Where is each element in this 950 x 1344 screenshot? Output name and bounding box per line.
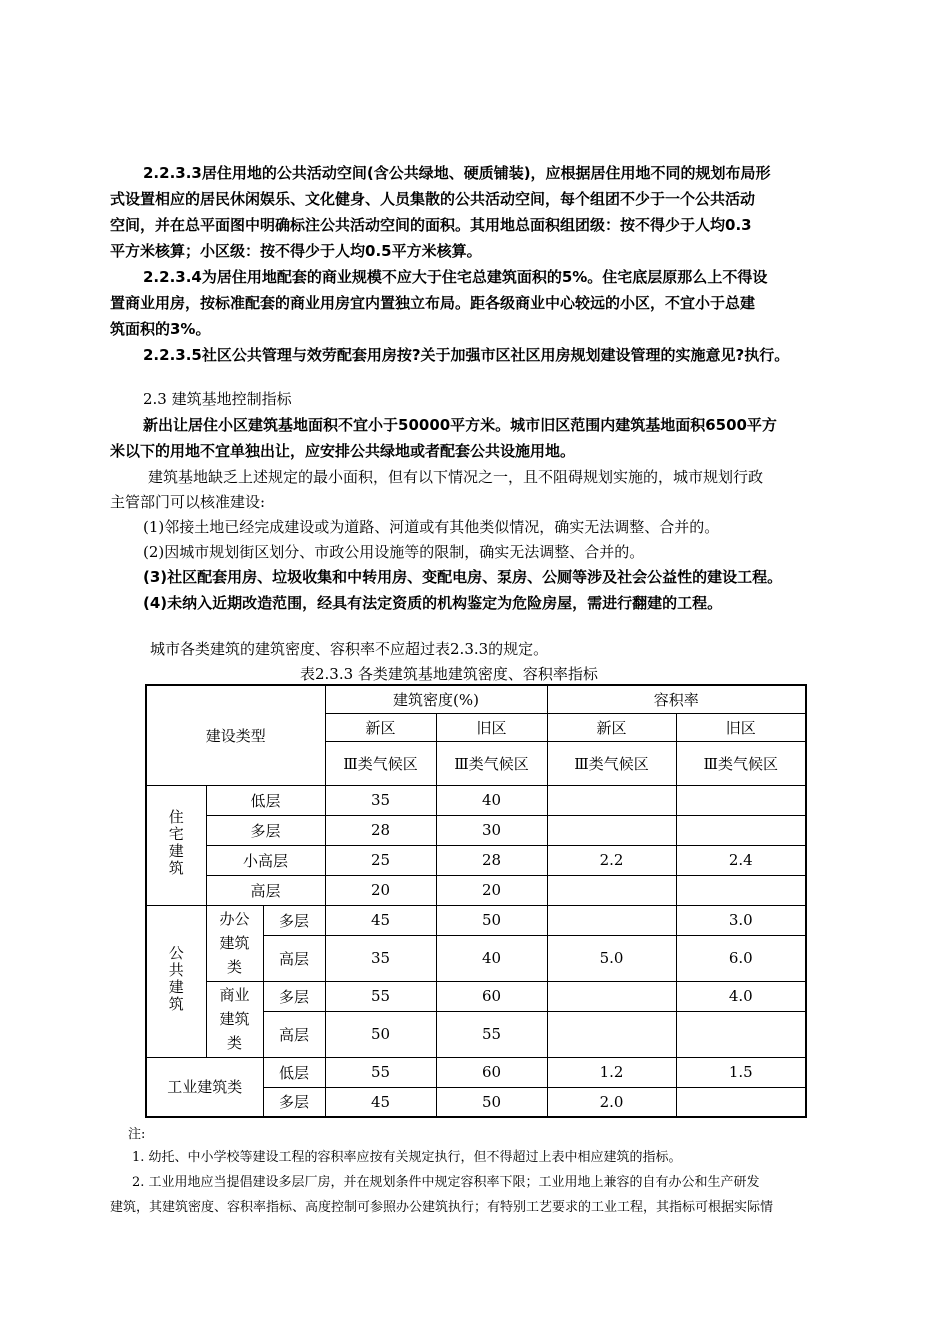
site-area-line-1: 新出让居住小区建筑基地面积不宜小于50000平方米。城市旧区范围内建筑基地面积6500平方 [143, 416, 777, 434]
row-label: 多层 [206, 815, 325, 845]
row-label: 小高层 [206, 845, 325, 875]
exception-item-1: (1)邻接土地已经完成建设或为道路、河道或有其他类似情况，确实无法调整、合并的。 [143, 518, 720, 536]
exception-item-2: (2)因城市规划街区划分、市政公用设施等的限制，确实无法调整、合并的。 [143, 543, 645, 561]
cell: 6.0 [676, 935, 806, 981]
cell: 5.0 [547, 935, 676, 981]
cell: 55 [325, 1057, 436, 1087]
cell [676, 1087, 806, 1117]
cell [676, 1011, 806, 1057]
group-commercial: 商业建筑类 [206, 981, 263, 1057]
para-2233-line-1: 2.2.3.3居住用地的公共活动空间(含公共绿地、硬质铺装)，应根据居住用地不同的规划布局形 [143, 164, 771, 182]
header-type: 建设类型 [146, 685, 325, 785]
header-density-old: 旧区 [436, 713, 547, 741]
header-climate-4: Ⅲ类气候区 [676, 741, 806, 785]
table-intro: 城市各类建筑的建筑密度、容积率不应超过表2.3.3的规定。 [150, 640, 549, 658]
section-heading-23: 2.3 建筑基地控制指标 [143, 390, 292, 408]
exception-line-2: 主管部门可以核准建设: [110, 493, 266, 511]
exception-item-4: (4)未纳入近期改造范围，经具有法定资质的机构鉴定为危险房屋，需进行翻建的工程。 [143, 594, 723, 612]
cell [547, 815, 676, 845]
cell: 50 [325, 1011, 436, 1057]
para-2233-line-3: 空间，并在总平面图中明确标注公共活动空间的面积。其用地总面积组团级：按不得少于人均0.3 [110, 216, 752, 234]
cell: 28 [436, 845, 547, 875]
row-label: 多层 [263, 905, 325, 935]
group-public: 公共建筑 [146, 905, 206, 1057]
table-row [146, 981, 806, 1011]
table-row [146, 785, 806, 815]
para-2234-line-2: 置商业用房，按标准配套的商业用房宜内置独立布局。距各级商业中心较远的小区，不宜小于总建 [110, 294, 756, 312]
cell: 50 [436, 905, 547, 935]
row-label: 高层 [263, 935, 325, 981]
header-climate-2: Ⅲ类气候区 [436, 741, 547, 785]
header-density: 建筑密度(%) [325, 685, 547, 713]
cell: 2.2 [547, 845, 676, 875]
cell: 40 [436, 935, 547, 981]
table-caption: 表2.3.3 各类建筑基地建筑密度、容积率指标 [300, 665, 598, 683]
group-office: 办公建筑类 [206, 905, 263, 981]
row-label: 高层 [263, 1011, 325, 1057]
header-climate-1: Ⅲ类气候区 [325, 741, 436, 785]
table-row [146, 1057, 806, 1087]
cell: 55 [436, 1011, 547, 1057]
cell [676, 875, 806, 905]
table-row [146, 845, 806, 875]
table-row [146, 875, 806, 905]
density-far-table [145, 684, 807, 1118]
cell: 20 [436, 875, 547, 905]
cell: 1.5 [676, 1057, 806, 1087]
table-row [146, 815, 806, 845]
para-2233-line-4: 平方米核算；小区级：按不得少于人均0.5平方米核算。 [110, 242, 482, 260]
para-2234-line-1: 2.2.3.4为居住用地配套的商业规模不应大于住宅总建筑面积的5%。住宅底层原那么上不得设 [143, 268, 768, 286]
cell: 30 [436, 815, 547, 845]
group-industrial: 工业建筑类 [146, 1057, 263, 1117]
header-density-new: 新区 [325, 713, 436, 741]
exception-item-3: (3)社区配套用房、垃圾收集和中转用房、变配电房、泵房、公厕等涉及社会公益性的建设工程。 [143, 568, 783, 586]
row-label: 多层 [263, 1087, 325, 1117]
exception-line-1: 建筑基地缺乏上述规定的最小面积，但有以下情况之一，且不阻碍规划实施的，城市规划行政 [148, 468, 764, 486]
row-label: 低层 [263, 1057, 325, 1087]
cell: 45 [325, 905, 436, 935]
cell: 2.0 [547, 1087, 676, 1117]
para-2234-line-3: 筑面积的3%。 [110, 320, 211, 338]
cell [676, 785, 806, 815]
cell [547, 785, 676, 815]
note-1: 1. 幼托、中小学校等建设工程的容积率应按有关规定执行，但不得超过上表中相应建筑的指标。 [132, 1150, 682, 1165]
para-2233-line-2: 式设置相应的居民休闲娱乐、文化健身、人员集散的公共活动空间，每个组团不少于一个公共活动 [110, 190, 756, 208]
header-far: 容积率 [547, 685, 806, 713]
cell [547, 1011, 676, 1057]
cell [547, 875, 676, 905]
cell: 55 [325, 981, 436, 1011]
header-climate-3: Ⅲ类气候区 [547, 741, 676, 785]
cell: 20 [325, 875, 436, 905]
cell: 4.0 [676, 981, 806, 1011]
cell: 60 [436, 981, 547, 1011]
cell: 25 [325, 845, 436, 875]
cell: 40 [436, 785, 547, 815]
note-2-line-2: 建筑，其建筑密度、容积率指标、高度控制可参照办公建筑执行；有特别工艺要求的工业工程，其指标可根据实际情 [110, 1200, 774, 1215]
cell: 2.4 [676, 845, 806, 875]
row-label: 多层 [263, 981, 325, 1011]
cell: 3.0 [676, 905, 806, 935]
group-residential: 住宅建筑 [146, 785, 206, 905]
cell: 35 [325, 785, 436, 815]
cell: 1.2 [547, 1057, 676, 1087]
cell: 45 [325, 1087, 436, 1117]
row-label: 低层 [206, 785, 325, 815]
note-2-line-1: 2. 工业用地应当提倡建设多层厂房，并在规划条件中规定容积率下限；工业用地上兼容的自有办公和生产研发 [132, 1175, 760, 1190]
table-row [146, 905, 806, 935]
site-area-line-2: 米以下的用地不宜单独出让，应安排公共绿地或者配套公共设施用地。 [110, 442, 576, 460]
cell: 60 [436, 1057, 547, 1087]
cell [547, 905, 676, 935]
header-far-old: 旧区 [676, 713, 806, 741]
cell: 28 [325, 815, 436, 845]
cell: 35 [325, 935, 436, 981]
cell: 50 [436, 1087, 547, 1117]
notes-label: 注: [128, 1127, 146, 1142]
cell [676, 815, 806, 845]
header-far-new: 新区 [547, 713, 676, 741]
row-label: 高层 [206, 875, 325, 905]
cell [547, 981, 676, 1011]
para-2235: 2.2.3.5社区公共管理与效劳配套用房按?关于加强市区社区用房规划建设管理的实施意见?执行。 [143, 346, 790, 364]
